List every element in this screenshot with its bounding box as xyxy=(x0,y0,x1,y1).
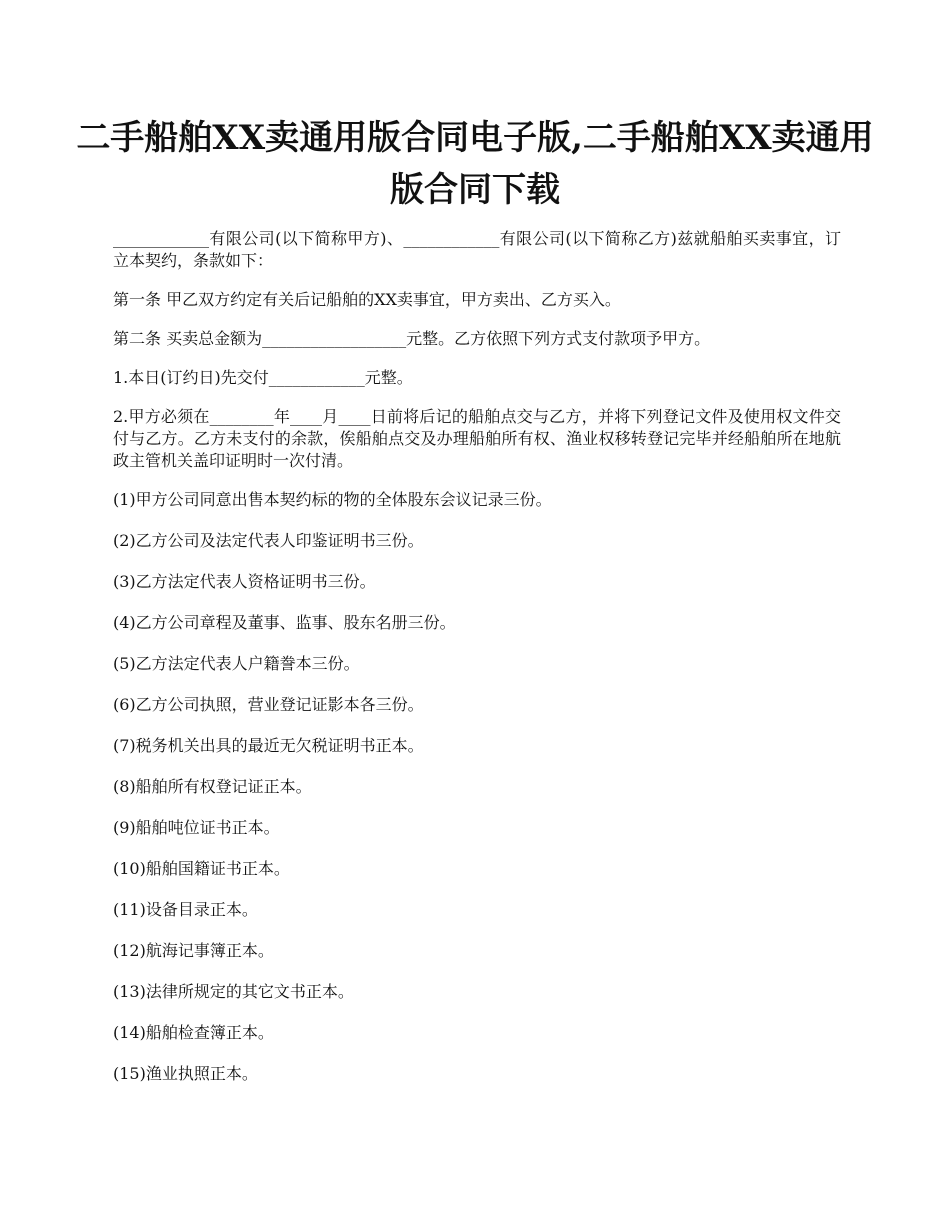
document-list-item: (2)乙方公司及法定代表人印鉴证明书三份。 xyxy=(113,531,424,550)
document-list-item: (12)航海记事簿正本。 xyxy=(113,941,274,960)
document-list-item: (14)船舶检查簿正本。 xyxy=(113,1023,274,1042)
document-list-item: (1)甲方公司同意出售本契约标的物的全体股东会议记录三份。 xyxy=(113,490,552,509)
preamble-paragraph: ____________有限公司(以下简称甲方)、____________有限公司(以下简称乙方)兹就船舶买卖事宜，订立本契约，条款如下： xyxy=(113,229,841,270)
document-list-item: (3)乙方法定代表人资格证明书三份。 xyxy=(113,572,376,591)
document-list-item: (7)税务机关出具的最近无欠税证明书正本。 xyxy=(113,736,424,755)
payment-clause-1: 1.本日(订约日)先交付____________元整。 xyxy=(113,368,413,387)
payment-clause-2: 2.甲方必须在________年____月____日前将后记的船舶点交与乙方，并将下列登记文件及使用权文件交付与乙方。乙方未支付的余款，俟船舶点交及办理船舶所有权、渔业权移转登记完毕并经船舶所在地航政主管机关盖印证明时一次付清。 xyxy=(113,407,841,470)
document-list-item: (15)渔业执照正本。 xyxy=(113,1064,258,1083)
document-body xyxy=(113,228,841,1104)
article-1-paragraph: 第一条 甲乙双方约定有关后记船舶的XX卖事宜，甲方卖出、乙方买入。 xyxy=(113,290,621,309)
document-list-item: (6)乙方公司执照，营业登记证影本各三份。 xyxy=(113,695,424,714)
document-list-item: (4)乙方公司章程及董事、监事、股东名册三份。 xyxy=(113,613,456,632)
document-list-item: (9)船舶吨位证书正本。 xyxy=(113,818,280,837)
document-list-item: (8)船舶所有权登记证正本。 xyxy=(113,777,312,796)
document-title: 二手船舶XX卖通用版合同电子版,二手船舶XX卖通用版合同下载 xyxy=(76,118,874,210)
article-2-paragraph: 第二条 买卖总金额为__________________元整。乙方依照下列方式支付款项予甲方。 xyxy=(113,329,711,348)
document-list-item: (11)设备目录正本。 xyxy=(113,900,258,919)
document-list-item: (5)乙方法定代表人户籍誊本三份。 xyxy=(113,654,360,673)
document-list-item: (13)法律所规定的其它文书正本。 xyxy=(113,982,354,1001)
document-list-item: (10)船舶国籍证书正本。 xyxy=(113,859,290,878)
